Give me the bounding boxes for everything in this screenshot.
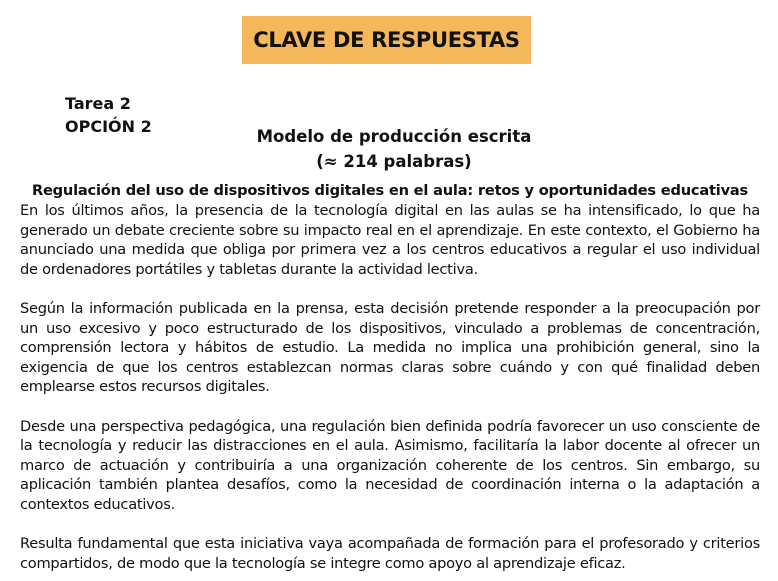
answer-key-banner xyxy=(242,16,531,64)
banner-title: CLAVE DE RESPUESTAS xyxy=(253,28,520,52)
essay xyxy=(20,181,760,573)
model-heading xyxy=(0,124,778,174)
word-count: (≈ 214 palabras) xyxy=(316,152,472,171)
essay-paragraph: En los últimos años, la presencia de la tecnología digital en las aulas se ha intensificado, lo que ha generado un debate creciente sobre su impacto real en el aprendizaje. En este contexto, el Gobierno ha anunciado una medida que obliga por primera vez a los centros educativos a regular el uso individual de ordenadores portátiles y tabletas durante la actividad lectiva. xyxy=(20,202,760,278)
option-label: OPCIÓN 2 xyxy=(65,117,152,136)
task-label: Tarea 2 xyxy=(65,94,131,113)
essay-paragraph: Resulta fundamental que esta iniciativa vaya acompañada de formación para el profesorado y criterios compartidos, de modo que la tecnología se integre como apoyo al aprendizaje eficaz. xyxy=(20,535,760,572)
essay-paragraph: Desde una perspectiva pedagógica, una regulación bien definida podría favorecer un uso consciente de la tecnología y reducir las distracciones en el aula. Asimismo, facilitaría la labor docente al ofrecer un marco de actuación y contribuiría a una organización coherente de los centros. Sin embargo, su aplicación también plantea desafíos, como la necesidad de coordinación interna o la adaptación a contextos educativos. xyxy=(20,417,760,513)
essay-paragraph: Según la información publicada en la prensa, esta decisión pretende responder a la preocupación por un uso excesivo y poco estructurado de los dispositivos, vinculado a problemas de concentración, comprensión lectora y hábitos de estudio. La medida no implica una prohibición general, sino la exigencia de que los centros establezcan normas claras sobre cuándo y con qué finalidad deben emplearse estos recursos digitales. xyxy=(20,300,760,395)
essay-title: Regulación del uso de dispositivos digitales en el aula: retos y oportunidades educativas xyxy=(31,182,749,199)
model-title: Modelo de producción escrita xyxy=(256,127,532,146)
